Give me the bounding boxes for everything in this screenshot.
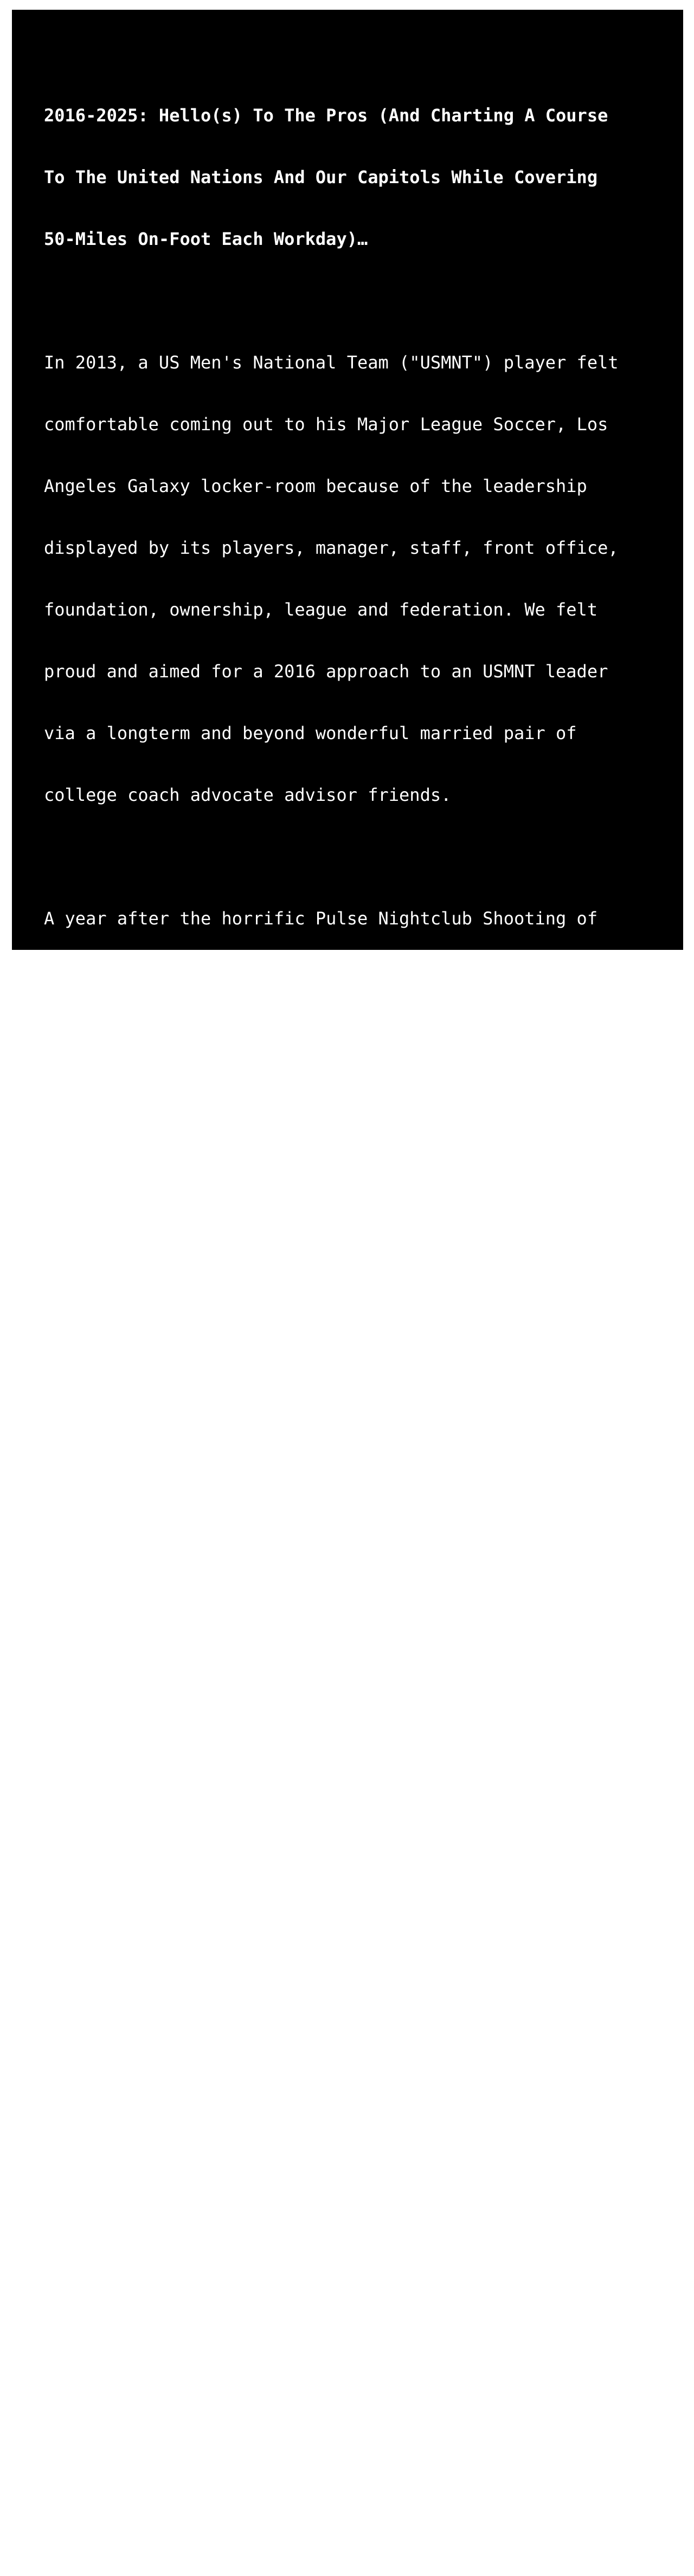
paragraph-cv19 [44, 2350, 656, 2576]
text-segment: June 12, 2016, and [44, 970, 243, 991]
text-line: degenerative brain disease in the late summer of The [44, 2205, 587, 2226]
text-line: across The States and Canada with hundreds of pro [44, 1526, 556, 1546]
text-line: proactively and preemptively, starting MLK Week of [44, 2452, 567, 2473]
text-line: via a longterm and beyond wonderful married pair of [44, 723, 577, 743]
paragraph-advisory [44, 1794, 656, 1897]
text-line: A full human gestational period prior, and quite [44, 2391, 545, 2411]
text-line: A year after the horrific Pulse Nightclub Shooting of [44, 908, 598, 929]
text-line: In 2013, a US Men's National Team ("USMNT") player felt [44, 352, 619, 373]
text-line: Angeles Galaxy locker-room because of the leadership [44, 476, 587, 496]
text-line: Women's Soccer League, The United Soccer Leagues and [44, 1649, 587, 1670]
paragraph-2013-galaxy [44, 311, 656, 846]
text-line: The Canadian Premier League. [44, 1711, 337, 1732]
text-line: org’s Sprinter Mobile Office, we were fortunate to meet [44, 1464, 619, 1485]
text-segment: for LGBTQIA+ Rights, we [368, 1032, 619, 1052]
text-line: struck-upon-toasting-our-double-espressos (powerless, [44, 1217, 598, 1238]
text-line: help my dad pass legally and ethically from [44, 2144, 493, 2164]
document-panel [12, 10, 683, 2535]
text-line: displayed by its players, manager, staff, front office, [44, 538, 619, 558]
text-line [44, 970, 656, 991]
text-line: a few minutes each, and in late October of that year I [44, 2020, 608, 2041]
bold-campaign-text: based, public advocacy campaign [44, 1032, 368, 1052]
paragraph-sprinter-office [44, 1361, 656, 1773]
heading-line: 2016-2025: Hello(s) To The Pros (And Charting A Course [44, 105, 608, 126]
text-line [44, 1032, 656, 1052]
text-line: dark corner of a) Starbucks on June 24, 2017. [44, 1279, 514, 1299]
text-line: had to come off the road to care for and eventually [44, 2082, 577, 2102]
section-heading [44, 64, 656, 290]
text-line: met with a USMNT’s self-effacing, coalition-building [44, 1093, 587, 1114]
text-line: comfortable coming out to his Major League Soccer, Los [44, 414, 608, 435]
text-line: We formed a pro player advocate advisory in late 2018. [44, 1835, 608, 1855]
text-line: Covid-19-Pandemic Isolation Of 2020. [44, 2267, 420, 2288]
text-line: leader for a few hours in a truth-be-told-lightning- [44, 1155, 587, 1176]
paragraph-pulse-starbucks [44, 867, 656, 1341]
text-line: college coach advocate advisor friends. [44, 785, 452, 805]
text-line: proud and aimed for a 2016 approach to an USMNT leader [44, 661, 608, 682]
text-line: From 2016 through 2019, working and living out of our [44, 1402, 598, 1423]
heading-line: To The United Nations And Our Capitols While Covering [44, 167, 598, 187]
paragraph-2019-locker-rooms [44, 1917, 656, 2329]
bold-campaign-text: the USMNT/USWNT's first-ever, broad- [242, 970, 619, 991]
text-line: foundation, ownership, league and federation. We felt [44, 599, 598, 620]
heading-line: 50-Miles On-Foot Each Workday)… [44, 229, 368, 249]
text-line: players across Major League Soccer, The National [44, 1588, 545, 1608]
text-line: 2020, we moved to a safe, effective and successful CV19 [44, 2514, 619, 2535]
text-line: In 2019, we met in-person with 65+ pro locker-rooms for [44, 1958, 619, 1979]
